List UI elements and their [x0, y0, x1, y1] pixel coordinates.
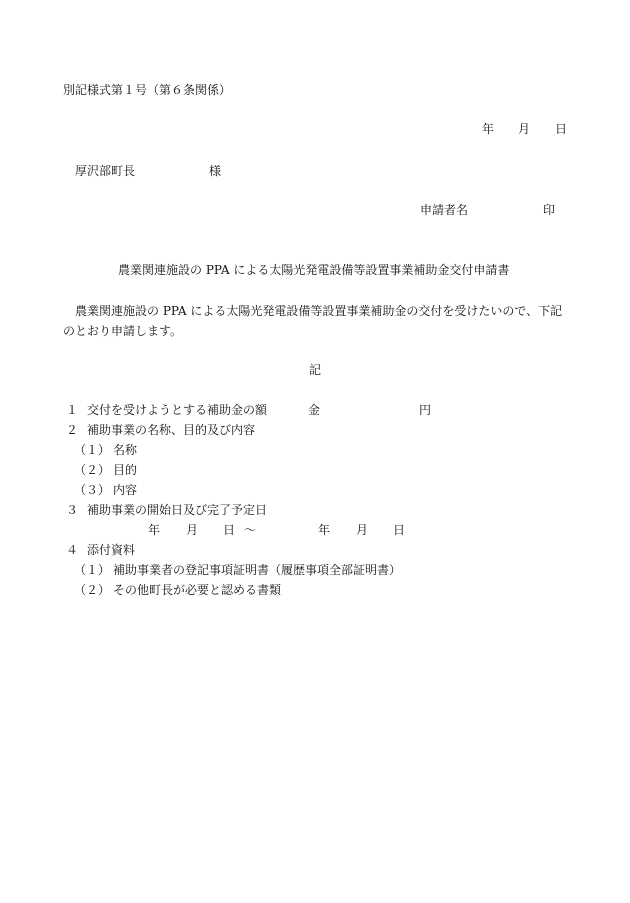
sub-item-text: 目的 — [113, 463, 138, 477]
document-title: 農業関連施設の PPA による太陽光発電設備等設置事業補助金交付申請書 — [118, 263, 510, 277]
sub-item-number: （３） — [74, 483, 111, 497]
item-text: 補助事業の開始日及び完了予定日 — [87, 503, 268, 517]
end-year-label: 年 — [318, 523, 331, 537]
form-number: 別記様式第１号（第６条関係） — [63, 83, 232, 97]
item-text: 交付を受けようとする補助金の額 — [87, 403, 268, 417]
item-text: 補助事業の名称、目的及び内容 — [87, 423, 256, 437]
sub-item-number: （２） — [74, 583, 111, 597]
applicant-seal-mark: 印 — [543, 203, 556, 217]
applicant-name-label: 申請者名 — [420, 203, 469, 217]
date-day-label: 日 — [555, 122, 568, 136]
body-text-line-2: のとおり申請します。 — [63, 324, 183, 338]
sub-item-number: （１） — [74, 563, 111, 577]
start-year-label: 年 — [148, 523, 161, 537]
sub-item-text: 内容 — [113, 483, 138, 497]
item-number: １ — [66, 403, 79, 417]
sub-item-number: （１） — [74, 443, 111, 457]
date-year-label: 年 — [482, 122, 495, 136]
start-day-label: 日 — [223, 523, 236, 537]
ki-heading: 記 — [309, 363, 322, 377]
body-text-line-1: 農業関連施設の PPA による太陽光発電設備等設置事業補助金の交付を受けたいので、下記 — [63, 304, 563, 318]
item-number: ４ — [66, 543, 79, 557]
item-text: 添付資料 — [87, 543, 136, 557]
sub-item-text: その他町長が必要と認める書類 — [113, 583, 282, 597]
addressee-name: 厚沢部町長 — [75, 164, 136, 178]
amount-yen-label: 円 — [419, 403, 432, 417]
date-month-label: 月 — [518, 122, 531, 136]
sub-item-text: 名称 — [113, 443, 138, 457]
item-number: ３ — [66, 503, 79, 517]
end-month-label: 月 — [356, 523, 369, 537]
amount-kin-label: 金 — [308, 403, 321, 417]
addressee-honorific: 様 — [209, 164, 222, 178]
period-tilde: ～ — [244, 523, 257, 537]
sub-item-text: 補助事業者の登記事項証明書（履歴事項全部証明書） — [113, 563, 402, 577]
item-number: ２ — [66, 423, 79, 437]
end-day-label: 日 — [393, 523, 406, 537]
sub-item-number: （２） — [74, 463, 111, 477]
start-month-label: 月 — [186, 523, 199, 537]
